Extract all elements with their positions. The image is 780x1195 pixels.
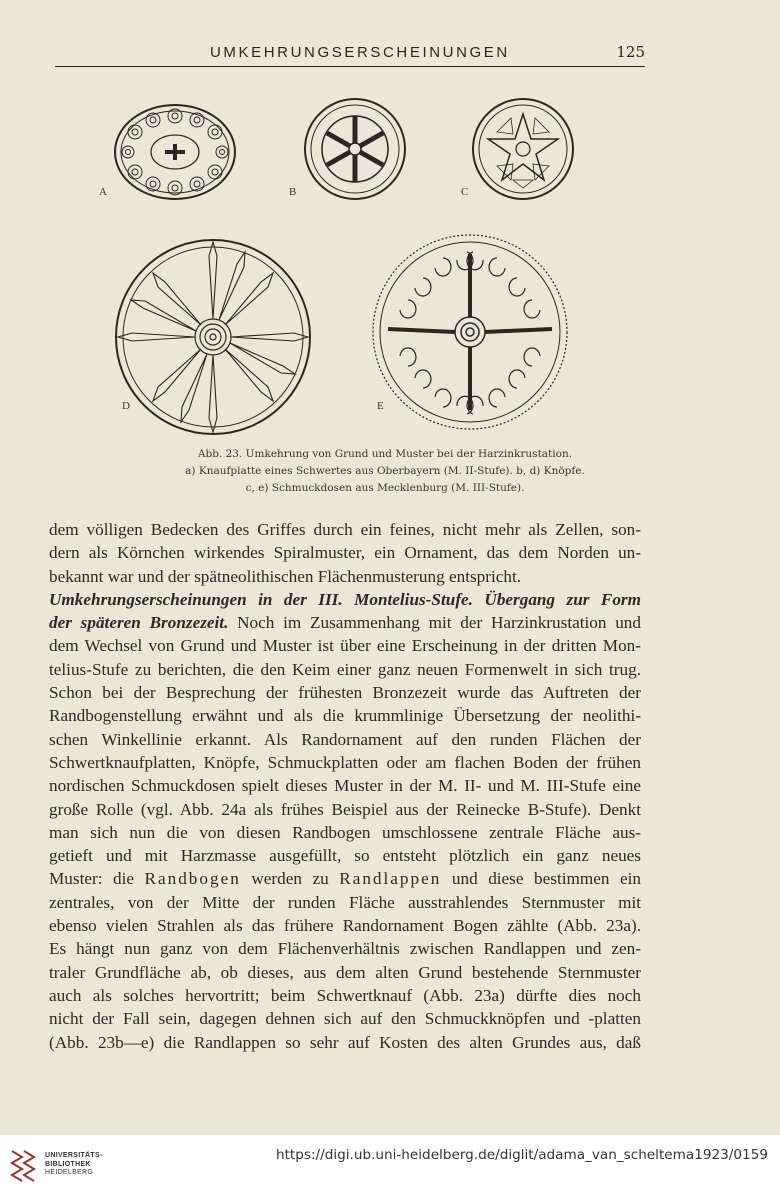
text-line: dem völligen Bedecken des Griffes durch ein feines, nicht mehr als Zellen, son- — [49, 520, 641, 539]
text-span: Noch im Zusammenhang mit der Harzinkrustation und — [237, 613, 641, 633]
figure-label-b: B — [289, 186, 297, 198]
figure-label-a: A — [99, 186, 107, 198]
illustration-e-jewellery-box — [373, 235, 567, 429]
library-name-line: UNIVERSITÄTS- — [45, 1152, 103, 1159]
body-text — [49, 518, 641, 1054]
caption-line: c, e) Schmuckdosen aus Mecklenburg (M. III-Stufe). — [245, 482, 525, 494]
text-line: zentrales, von der Mitte der runden Fläche ausstrahlendes Sternmuster mit — [49, 892, 641, 912]
text-line: bekannt war und der spätneolithischen Flächenmusterung entspricht. — [49, 566, 522, 586]
text-line: nordischen Schmuckdosen spielt dieses Muster in der M. II- und M. III-Stufe eine — [49, 776, 641, 796]
text-line — [49, 867, 641, 890]
text-line: nicht der Fall sein, dagegen dehnen sich auf den Schmuckknöpfen und -platten — [49, 1009, 641, 1029]
library-name-line: HEIDELBERG — [45, 1169, 94, 1176]
emphasis-randbogen: Randbogen — [144, 869, 241, 889]
library-logo-icon — [8, 1143, 38, 1187]
permalink-url[interactable]: https://digi.ub.uni-heidelberg.de/diglit/adama_van_scheltema1923/0159 — [275, 1147, 768, 1163]
text-span: Muster: die — [49, 869, 134, 889]
figure-label-e: E — [377, 400, 384, 412]
library-name — [45, 1152, 103, 1178]
text-line: Schwertknaufplatten, Knöpfe, Schmuckplatten oder am flachen Boden der frühen — [49, 752, 641, 772]
text-line: Schon bei der Besprechung der frühesten Bronzezeit wurde das Auftreten der — [49, 683, 641, 703]
footer-bar — [0, 1135, 780, 1195]
text-line — [49, 611, 641, 634]
illustration-c-jewellery-box — [473, 99, 573, 199]
text-line: ebenso vielen Strahlen als das frühere Randornament Bogen zählte (Abb. 23a). — [49, 916, 641, 936]
text-line: Randbogenstellung erwähnt und als die krummlinige Übersetzung der neolithi- — [49, 706, 641, 726]
text-line: auch als solches hervortritt; beim Schwertknauf (Abb. 23a) dürfte dies noch — [49, 985, 641, 1005]
figure-label-d: D — [122, 400, 130, 412]
text-line: dem Wechsel von Grund und Muster ist über eine Erscheinung in der dritten Mon- — [49, 636, 641, 656]
page-number: 125 — [616, 43, 645, 61]
text-line: Es hängt nun ganz von dem Flächenverhältnis zwischen Randlappen und zen- — [49, 939, 641, 959]
text-line: telius-Stufe zu berichten, die den Keim einer ganz neuen Formenwelt in sich trug. — [49, 659, 641, 679]
figure-23 — [85, 92, 605, 437]
figure-caption — [60, 446, 710, 497]
caption-line: Abb. 23. Umkehrung von Grund und Muster bei der Harzinkrustation. — [197, 448, 573, 460]
running-head — [55, 40, 645, 67]
illustration-d-button — [116, 240, 310, 434]
text-line: getieft und mit Harzmasse ausgefüllt, so entsteht plötzlich ein ganz neues — [49, 846, 641, 866]
text-line: schen Winkellinie erkannt. Als Randornament auf den runden Flächen der — [49, 729, 641, 749]
emphasis-randlappen: Randlappen — [339, 869, 442, 889]
library-name-line: BIBLIOTHEK — [45, 1160, 91, 1168]
text-line: (Abb. 23b—e) die Randlappen so sehr auf Kosten des alten Grundes aus, daß — [49, 1032, 641, 1052]
illustration-b-button — [305, 99, 405, 199]
illustration-a-sword-pommel — [115, 105, 235, 199]
section-heading-continued: der späteren Bronzezeit. — [49, 613, 229, 633]
text-line: man sich nun die von diesen Randbogen umschlossene zentrale Fläche aus- — [49, 822, 641, 842]
figure-illustrations — [85, 92, 605, 437]
text-line: große Rolle (vgl. Abb. 24a als frühes Beispiel aus der Reinecke B-Stufe). Denkt — [49, 799, 641, 819]
text-span: werden zu — [251, 869, 329, 889]
section-heading: Umkehrungserscheinungen in der III. Montelius-Stufe. Übergang zur Form — [49, 589, 641, 609]
figure-label-c: C — [461, 186, 469, 198]
text-span: und diese bestimmen ein — [451, 869, 641, 889]
caption-line: a) Knaufplatte eines Schwertes aus Oberbayern (M. II-Stufe). b, d) Knöpfe. — [185, 465, 585, 477]
running-title: UMKEHRUNGSERSCHEINUNGEN — [210, 44, 510, 61]
text-line: traler Grundfläche ab, ob dieses, aus dem alten Grund bestehende Sternmuster — [49, 962, 641, 982]
text-line: dern als Körnchen wirkendes Spiralmuster, ein Ornament, das dem Norden un- — [49, 543, 641, 563]
